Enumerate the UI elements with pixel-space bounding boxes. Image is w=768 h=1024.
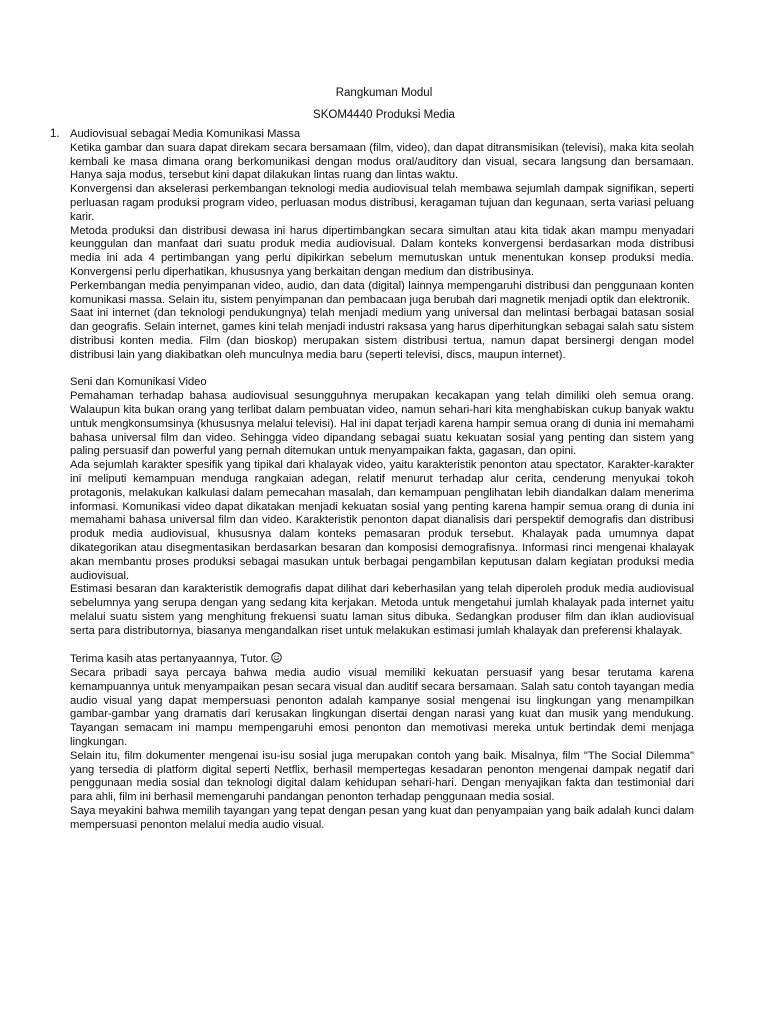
paragraph: Saat ini internet (dan teknologi pendukungnya) telah menjadi medium yang universal dan melintasi berbagai batasan sosial dan geografis. Selain internet, games kini telah menjadi industri raksasa yang harus diperhitungkan sebagai salah satu sistem distribusi konten media. Film (dan bioskop) merupakan sistem distribusi tertua, namun dapat bersinergi dengan model distribusi lain yang diakibatkan oleh munculnya media baru (seperti televisi, discs, maupun internet). <box>70 307 694 361</box>
smiley-icon <box>271 652 282 663</box>
paragraph: Selain itu, film dokumenter mengenai isu-isu sosial juga merupakan contoh yang baik. Misalnya, film "The Social Dilemma" yang tersedia di platform digital seperti Netflix, berhasil mempertegas kesadaran penonton mengenai dampak negatif dari penggunaan media sosial dan teknologi digital dalam kehidupan sehari-hari. Dengan menyajikan fakta dan testimonial dari para ahli, film ini berhasil memengaruhi pandangan penonton terhadap penggunaan media sosial. <box>70 749 694 804</box>
paragraph: Saya meyakini bahwa memilih tayangan yang tepat dengan pesan yang kuat dan penyampaian yang baik adalah kunci dalam mempersuasi penonton melalui media audio visual. <box>70 805 694 831</box>
paragraph: Ada sejumlah karakter spesifik yang tipikal dari khalayak video, yaitu karakteristik penonton atau spectator. Karakter-karakter ini meliputi kemampuan menduga rangkaian adegan, relatif menurut terhadap alur cerita, cenderung menyukai tokoh protagonis, melakukan kalkulasi dalam pemecahan masalah, dan kemampuan penglihatan lebih diandalkan dalam menerima informasi. Komunikasi video dapat dikatakan menjadi kekuatan sosial yang penting karena hampir semua orang di dunia ini memahami bahasa universal film dan video. Karakteristik penonton dapat dianalisis dari perspektif demografis dan distribusi produk media audiovisual, khususnya dalam konteks pemasaran produk tersebut. Khalayak pada umumnya dapat dikategorikan atau disegmentasikan berdasarkan besaran dan komposisi demografisnya. Informasi rinci mengenai khalayak akan membantu proses produksi sebagai masukan untuk berbagai pengambilan keputusan dalam kegiatan produksi media audiovisual. <box>70 459 694 582</box>
document-title: Rangkuman Modul <box>335 87 433 99</box>
paragraph: Metoda produksi dan distribusi dewasa ini harus dipertimbangkan secara simultan atau kita tidak akan mampu menyadari keunggulan dan manfaat dari suatu produk media audiovisual. Dalam konteks konvergensi berdasarkan moda distribusi media ini ada 4 pertimbangan yang perlu dipikirkan sebelum memutuskan untuk menentukan konsep produksi media. Konvergensi perlu diperhatikan, khususnya yang berkaitan dengan medium dan distribusinya. <box>70 224 694 278</box>
document-body <box>70 128 694 833</box>
section-1-heading: Audiovisual sebagai Media Komunikasi Massa <box>70 128 301 140</box>
paragraph: Secara pribadi saya percaya bahwa media audio visual memiliki kekuatan persuasif yang besar terutama karena kemampuannya untuk menyampaikan pesan secara visual dan auditif secara bersamaan. Salah satu contoh tayangan media audio visual yang dapat mempersuasi penonton adalah kampanye sosial mengenai isu lingkungan yang menampilkan gambar-gambar yang dramatis dari kerusakan lingkungan disertai dengan narasi yang kuat dan musik yang mendukung. Tayangan semacam ini mampu mempengaruhi emosi penonton dan memotivasi mereka untuk bertindak demi menjaga lingkungan. <box>70 667 694 749</box>
course-title: SKOM4440 Produksi Media <box>313 109 455 121</box>
paragraph: Ketika gambar dan suara dapat direkam secara bersamaan (film, video), dan dapat ditransmisikan (televisi), maka kita seolah kembali ke masa dimana orang berkomunikasi dengan modus oral/auditory dan visual, secara langsung dan bersamaan. Hanya saja modus, tersebut kini dapat dilakukan lintas ruang dan lintas waktu. <box>70 141 694 182</box>
paragraph: Konvergensi dan akselerasi perkembangan teknologi media audiovisual telah membawa sejumlah dampak signifikan, seperti perluasan ragam produksi program video, perluasan modus distribusi, keragaman tujuan dan kegunaan, serta variasi peluang karir. <box>70 183 694 223</box>
section-2-heading: Seni dan Komunikasi Video <box>70 376 207 389</box>
paragraph: Pemahaman terhadap bahasa audiovisual sesungguhnya merupakan kecakapan yang telah dimiliki oleh semua orang. Walaupun kita bukan orang yang terlibat dalam pembuatan video, namun sehari-hari kita menghabiskan cukup banyak waktu untuk mengkonsumsinya (khususnya melalui televisi). Hal ini dapat terjadi karena hampir semua orang di dunia ini memahami bahasa universal film dan video. Sehingga video dipandang sebagai suatu kekuatan sosial yang penting dan sistem yang paling persuasif dan powerful yang pernah ditemukan untuk menyampaikan fakta, gagasan, dan opini. <box>70 390 694 458</box>
paragraph: Perkembangan media penyimpanan video, audio, dan data (digital) lainnya mempengaruhi distribusi dan penggunaan konten komunikasi massa. Selain itu, sistem penyimpanan dan pembacaan juga berubah dari magnetik menjadi optik dan elektronik. <box>70 279 694 306</box>
spacer <box>70 638 694 652</box>
spacer <box>70 363 694 377</box>
section-number: 1. <box>50 128 60 140</box>
paragraph: Estimasi besaran dan karakteristik demografis dapat dilihat dari keberhasilan yang telah diperoleh produk media audiovisual sebelumnya yang serupa dengan yang sedang kita kerjakan. Metoda untuk mengetahui jumlah khalayak pada internet yaitu melalui suatu sistem yang menghitung frekuensi suatu laman situs dibuka. Sedangkan produser film dan iklan audiovisual serta para distributornya, biasanya mengandalkan riset untuk melakukan estimasi jumlah khalayak dan preferensi khalayak. <box>70 583 694 637</box>
response-greeting-line <box>70 652 694 667</box>
response-greeting: Terima kasih atas pertanyaannya, Tutor. <box>70 653 269 666</box>
